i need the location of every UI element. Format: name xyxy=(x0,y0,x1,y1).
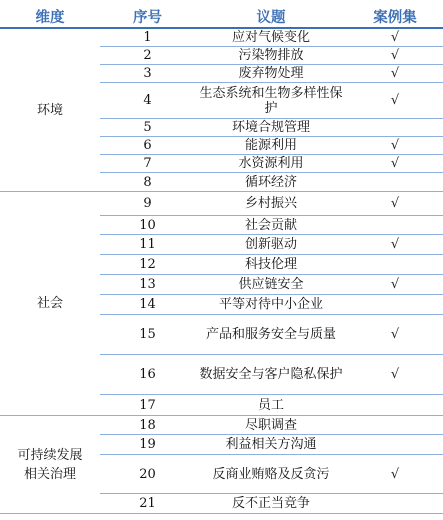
topic-name: 污染物排放 xyxy=(238,48,304,63)
case-cell xyxy=(347,355,443,394)
topic-name: 平等对待中小企业 xyxy=(218,297,323,312)
topic-name: 应对气候变化 xyxy=(231,30,310,45)
topic-number: 4 xyxy=(143,93,152,108)
topic-number: 14 xyxy=(139,297,156,312)
table-row xyxy=(100,137,443,155)
table-row xyxy=(100,355,443,395)
topic-number: 8 xyxy=(143,174,152,190)
topic-number: 13 xyxy=(139,277,156,292)
topic-number: 7 xyxy=(143,156,152,171)
topic-name: 反不正当竞争 xyxy=(231,496,310,511)
topic-name: 产品和服务安全与质量 xyxy=(205,327,336,342)
check-icon: √ xyxy=(390,466,400,482)
topic-number: 20 xyxy=(139,466,156,482)
case-cell xyxy=(347,119,443,136)
topic-name: 环境合规管理 xyxy=(231,120,310,135)
case-cell xyxy=(347,29,443,46)
check-icon: √ xyxy=(390,48,400,63)
table-row xyxy=(100,315,443,355)
topic-name: 社会贡献 xyxy=(244,217,297,233)
table-body xyxy=(0,29,443,514)
header-number: 序号 xyxy=(133,9,162,26)
case-cell xyxy=(347,395,443,415)
header-case-collection: 案例集 xyxy=(373,9,417,26)
topic-number: 5 xyxy=(143,120,152,135)
case-cell xyxy=(347,455,443,493)
case-cell xyxy=(347,47,443,64)
table-row xyxy=(100,275,443,295)
table-row xyxy=(100,192,443,216)
esg-topics-table xyxy=(0,5,443,514)
topic-name: 数据安全与客户隐私保护 xyxy=(199,367,343,382)
table-row xyxy=(100,295,443,315)
header-dimension: 维度 xyxy=(35,9,65,26)
table-row xyxy=(100,83,443,119)
topic-number: 10 xyxy=(139,217,156,233)
topic-number: 2 xyxy=(143,48,152,63)
table-row xyxy=(100,255,443,275)
check-icon: √ xyxy=(390,30,400,45)
table-row xyxy=(100,155,443,173)
table-row xyxy=(100,416,443,435)
dimension-group xyxy=(0,416,443,514)
case-cell xyxy=(347,216,443,234)
topic-name: 创新驱动 xyxy=(244,237,297,252)
table-row xyxy=(100,29,443,47)
case-cell xyxy=(347,173,443,191)
check-icon: √ xyxy=(390,327,400,342)
topic-number: 17 xyxy=(139,397,156,413)
topic-number: 18 xyxy=(139,417,156,433)
table-row xyxy=(100,216,443,235)
topic-name: 员工 xyxy=(257,397,284,413)
case-cell xyxy=(347,65,443,82)
dimension-label: 环境 xyxy=(36,102,63,118)
table-row xyxy=(100,47,443,65)
header-topic: 议题 xyxy=(256,9,286,26)
dimension-label: 社会 xyxy=(36,296,63,311)
table-row xyxy=(100,65,443,83)
topic-number: 21 xyxy=(139,496,156,511)
dimension-group xyxy=(0,192,443,416)
dimension-label: 可持续发展相关治理 xyxy=(17,447,83,482)
topic-number: 9 xyxy=(143,196,152,211)
topic-name: 循环经济 xyxy=(244,174,297,190)
check-icon: √ xyxy=(390,156,400,171)
check-icon: √ xyxy=(390,367,400,382)
topic-name: 乡村振兴 xyxy=(244,196,297,211)
check-icon: √ xyxy=(390,277,400,292)
topic-name: 供应链安全 xyxy=(238,277,304,292)
topic-number: 19 xyxy=(139,437,156,452)
topic-number: 6 xyxy=(143,138,152,153)
topic-name: 废弃物处理 xyxy=(238,66,304,81)
topic-number: 11 xyxy=(139,237,156,252)
case-cell xyxy=(347,83,443,118)
table-row xyxy=(100,173,443,191)
case-cell xyxy=(347,155,443,172)
check-icon: √ xyxy=(390,66,400,81)
check-icon: √ xyxy=(390,196,400,211)
case-cell xyxy=(347,416,443,434)
case-cell xyxy=(347,494,443,513)
case-cell xyxy=(347,235,443,254)
table-header xyxy=(0,5,443,29)
table-row xyxy=(100,494,443,513)
topic-name: 尽职调查 xyxy=(244,417,297,433)
dimension-group xyxy=(0,29,443,192)
check-icon: √ xyxy=(390,93,400,108)
topic-name: 反商业贿赂及反贪污 xyxy=(212,466,330,482)
topic-number: 12 xyxy=(139,257,156,272)
case-cell xyxy=(347,275,443,294)
topic-name: 科技伦理 xyxy=(244,257,297,272)
topic-name: 能源利用 xyxy=(244,138,297,153)
table-row xyxy=(100,455,443,494)
case-cell xyxy=(347,137,443,154)
check-icon: √ xyxy=(390,138,400,153)
topic-number: 3 xyxy=(143,66,152,81)
table-row xyxy=(100,235,443,255)
case-cell xyxy=(347,435,443,454)
topic-name: 生态系统和生物多样性保护 xyxy=(199,85,343,116)
table-row xyxy=(100,119,443,137)
topic-name: 水资源利用 xyxy=(238,156,304,171)
table-row xyxy=(100,395,443,415)
table-row xyxy=(100,435,443,455)
case-cell xyxy=(347,295,443,314)
topic-name: 利益相关方沟通 xyxy=(225,437,317,452)
case-cell xyxy=(347,192,443,215)
topic-number: 1 xyxy=(143,30,152,45)
check-icon: √ xyxy=(390,237,400,252)
case-cell xyxy=(347,255,443,274)
topic-number: 15 xyxy=(139,327,156,342)
topic-number: 16 xyxy=(139,367,156,382)
case-cell xyxy=(347,315,443,354)
